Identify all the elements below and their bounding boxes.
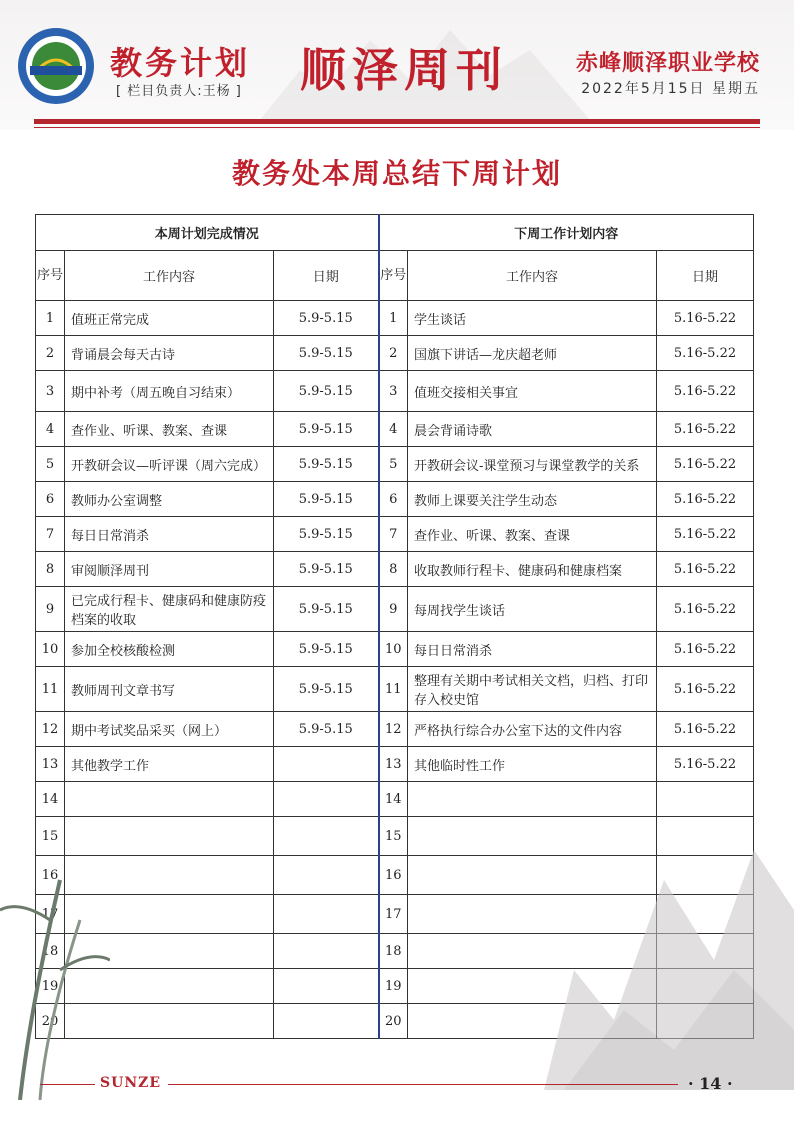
section-header-this-week: 本周计划完成情况 — [36, 215, 379, 251]
row-content-left: 值班正常完成 — [65, 301, 274, 336]
paper-name: 顺泽周刊 — [300, 43, 508, 97]
row-seq-right: 9 — [379, 587, 408, 632]
row-seq-right: 18 — [379, 934, 408, 969]
row-date-left — [274, 1004, 379, 1039]
page-title: 教务处本周总结下周计划 — [231, 157, 562, 190]
row-date-left: 5.9-5.15 — [274, 371, 379, 412]
row-date-left — [274, 895, 379, 934]
row-content-right: 学生谈话 — [408, 301, 657, 336]
row-date-left — [274, 817, 379, 856]
row-date-right: 5.16-5.22 — [657, 301, 754, 336]
footer-brand: SUNZE — [100, 1075, 162, 1091]
row-content-right: 每日日常消杀 — [408, 632, 657, 667]
row-seq-left: 3 — [36, 371, 65, 412]
column-header-date: 日期 — [657, 251, 754, 301]
row-seq-right: 12 — [379, 712, 408, 747]
row-content-right: 查作业、听课、教案、查课 — [408, 517, 657, 552]
row-date-right: 5.16-5.22 — [657, 712, 754, 747]
row-content-left: 每日日常消杀 — [65, 517, 274, 552]
row-seq-left: 14 — [36, 782, 65, 817]
row-seq-right: 11 — [379, 667, 408, 712]
table-row — [36, 587, 754, 632]
row-seq-left: 17 — [36, 895, 65, 934]
table-row — [36, 336, 754, 371]
column-header-seq: 序号 — [36, 251, 65, 301]
page-number: · 14 · — [688, 1074, 733, 1093]
row-date-left: 5.9-5.15 — [274, 517, 379, 552]
row-date-left: 5.9-5.15 — [274, 447, 379, 482]
row-seq-left: 19 — [36, 969, 65, 1004]
row-seq-right: 16 — [379, 856, 408, 895]
row-date-left — [274, 934, 379, 969]
row-date-left: 5.9-5.15 — [274, 412, 379, 447]
row-seq-left: 8 — [36, 552, 65, 587]
row-content-left: 开教研会议—听评课（周六完成） — [65, 447, 274, 482]
row-date-left — [274, 782, 379, 817]
row-date-left: 5.9-5.15 — [274, 552, 379, 587]
row-date-left: 5.9-5.15 — [274, 587, 379, 632]
column-header-content: 工作内容 — [408, 251, 657, 301]
school-name: 赤峰顺泽职业学校 — [575, 51, 760, 76]
row-date-right: 5.16-5.22 — [657, 336, 754, 371]
row-seq-right: 1 — [379, 301, 408, 336]
row-date-right: 5.16-5.22 — [657, 447, 754, 482]
mountain-ink-decoration — [544, 790, 794, 1090]
row-seq-left: 13 — [36, 747, 65, 782]
row-date-left: 5.9-5.15 — [274, 336, 379, 371]
table-row — [36, 667, 754, 712]
column-title: 教务计划 — [110, 44, 251, 82]
column-header-seq: 序号 — [379, 251, 408, 301]
row-seq-right: 6 — [379, 482, 408, 517]
row-seq-left: 15 — [36, 817, 65, 856]
row-seq-right: 7 — [379, 517, 408, 552]
row-date-right: 5.16-5.22 — [657, 371, 754, 412]
row-seq-right: 3 — [379, 371, 408, 412]
row-date-right: 5.16-5.22 — [657, 667, 754, 712]
row-seq-right: 17 — [379, 895, 408, 934]
row-content-left: 已完成行程卡、健康码和健康防疫档案的收取 — [65, 587, 274, 632]
row-seq-right: 8 — [379, 552, 408, 587]
row-date-left — [274, 747, 379, 782]
row-content-right: 其他临时性工作 — [408, 747, 657, 782]
row-seq-right: 19 — [379, 969, 408, 1004]
row-date-right: 5.16-5.22 — [657, 412, 754, 447]
row-seq-right: 13 — [379, 747, 408, 782]
row-date-left — [274, 969, 379, 1004]
row-seq-right: 10 — [379, 632, 408, 667]
row-seq-left: 2 — [36, 336, 65, 371]
row-content-right: 每周找学生谈话 — [408, 587, 657, 632]
row-date-left: 5.9-5.15 — [274, 482, 379, 517]
row-seq-left: 7 — [36, 517, 65, 552]
row-date-right: 5.16-5.22 — [657, 517, 754, 552]
row-content-left: 其他教学工作 — [65, 747, 274, 782]
table-row — [36, 301, 754, 336]
row-content-left: 期中考试奖品采买（网上） — [65, 712, 274, 747]
row-content-right: 收取教师行程卡、健康码和健康档案 — [408, 552, 657, 587]
row-seq-left: 11 — [36, 667, 65, 712]
row-date-left: 5.9-5.15 — [274, 667, 379, 712]
row-seq-left: 4 — [36, 412, 65, 447]
row-content-left: 背诵晨会每天古诗 — [65, 336, 274, 371]
column-header-date: 日期 — [274, 251, 379, 301]
row-seq-right: 4 — [379, 412, 408, 447]
row-content-left: 教师办公室调整 — [65, 482, 274, 517]
row-content-left: 审阅顺泽周刊 — [65, 552, 274, 587]
row-seq-right: 14 — [379, 782, 408, 817]
row-seq-left: 16 — [36, 856, 65, 895]
row-seq-left: 12 — [36, 712, 65, 747]
row-content-right: 整理有关期中考试相关文档，归档、打印存入校史馆 — [408, 667, 657, 712]
table-row — [36, 712, 754, 747]
row-seq-right: 2 — [379, 336, 408, 371]
header-divider — [34, 119, 760, 124]
footer-line — [40, 1084, 95, 1085]
row-content-right: 晨会背诵诗歌 — [408, 412, 657, 447]
row-seq-right: 15 — [379, 817, 408, 856]
bamboo-decoration — [0, 860, 110, 1100]
row-date-right: 5.16-5.22 — [657, 482, 754, 517]
footer-line — [168, 1084, 678, 1085]
row-seq-left: 6 — [36, 482, 65, 517]
row-seq-left: 5 — [36, 447, 65, 482]
row-content-right: 严格执行综合办公室下达的文件内容 — [408, 712, 657, 747]
row-seq-left: 18 — [36, 934, 65, 969]
row-content-right: 国旗下讲话—龙庆超老师 — [408, 336, 657, 371]
row-seq-right: 5 — [379, 447, 408, 482]
row-seq-left: 20 — [36, 1004, 65, 1039]
table-row — [36, 632, 754, 667]
row-content-left: 参加全校核酸检测 — [65, 632, 274, 667]
row-seq-right: 20 — [379, 1004, 408, 1039]
row-content-right: 值班交接相关事宜 — [408, 371, 657, 412]
page-footer — [0, 1072, 794, 1102]
header-divider-thin — [34, 127, 760, 128]
table-row — [36, 371, 754, 412]
row-date-left — [274, 856, 379, 895]
table-row — [36, 747, 754, 782]
school-logo — [16, 26, 96, 106]
row-content-left — [65, 782, 274, 817]
page-header — [0, 0, 794, 130]
row-content-left: 教师周刊文章书写 — [65, 667, 274, 712]
row-content-left: 期中补考（周五晚自习结束） — [65, 371, 274, 412]
section-header-next-week: 下周工作计划内容 — [379, 215, 754, 251]
row-date-left: 5.9-5.15 — [274, 712, 379, 747]
row-date-right: 5.16-5.22 — [657, 747, 754, 782]
row-content-left: 查作业、听课、教案、查课 — [65, 412, 274, 447]
issue-date: 2022年5月15日 星期五 — [581, 81, 760, 97]
row-date-right: 5.16-5.22 — [657, 632, 754, 667]
table-row — [36, 552, 754, 587]
row-seq-left: 9 — [36, 587, 65, 632]
row-seq-left: 1 — [36, 301, 65, 336]
row-date-left: 5.9-5.15 — [274, 632, 379, 667]
table-row — [36, 412, 754, 447]
row-content-right: 教师上课要关注学生动态 — [408, 482, 657, 517]
row-content-left — [65, 817, 274, 856]
table-row — [36, 482, 754, 517]
column-header-content: 工作内容 — [65, 251, 274, 301]
row-date-right: 5.16-5.22 — [657, 552, 754, 587]
row-date-right: 5.16-5.22 — [657, 587, 754, 632]
row-content-right: 开教研会议-课堂预习与课堂教学的关系 — [408, 447, 657, 482]
column-editor: [ 栏目负责人:王杨 ] — [116, 84, 242, 99]
table-row — [36, 447, 754, 482]
row-seq-left: 10 — [36, 632, 65, 667]
table-row — [36, 517, 754, 552]
row-date-left: 5.9-5.15 — [274, 301, 379, 336]
